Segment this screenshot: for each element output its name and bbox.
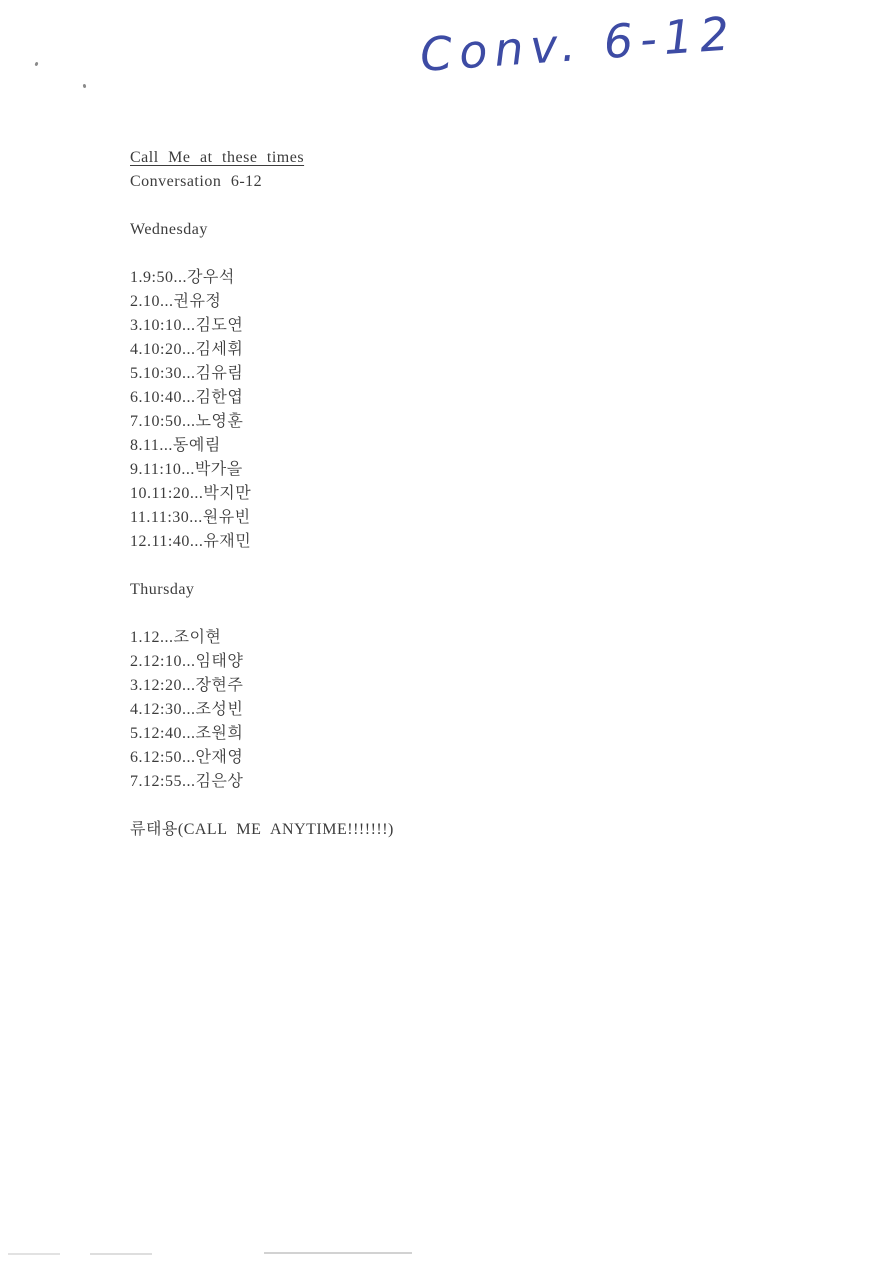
entry-list <box>130 626 610 794</box>
schedule-entry: 8.11...동예림 <box>130 437 221 454</box>
schedule-entry: 10.11:20...박지만 <box>130 485 252 502</box>
scan-speck <box>83 84 87 89</box>
schedule-entry: 7.12:55...김은상 <box>130 773 244 790</box>
schedule-entry: 2.10...권유정 <box>130 293 222 310</box>
schedule-entry: 1.12...조이현 <box>130 629 222 646</box>
scan-artifact <box>264 1252 412 1254</box>
schedule-section <box>130 218 610 554</box>
entry-list <box>130 266 610 554</box>
schedule-entry: 3.12:20...장현주 <box>130 677 244 694</box>
schedule-section <box>130 578 610 794</box>
schedule-entry: 4.10:20...김세휘 <box>130 341 244 358</box>
schedule-entry: 5.10:30...김유림 <box>130 365 244 382</box>
schedule-entry: 4.12:30...조성빈 <box>130 701 244 718</box>
schedule-entry: 7.10:50...노영훈 <box>130 413 244 430</box>
handwritten-note: Conv. 6-12 <box>418 6 738 82</box>
scan-artifact <box>8 1253 60 1255</box>
schedule-sections <box>130 218 610 794</box>
document-title: Call Me at these times <box>130 149 305 166</box>
document-subtitle: Conversation 6-12 <box>130 173 263 190</box>
schedule-entry: 6.12:50...안재영 <box>130 749 244 766</box>
day-heading: Wednesday <box>130 221 208 238</box>
schedule-entry: 6.10:40...김한엽 <box>130 389 244 406</box>
schedule-entry: 3.10:10...김도연 <box>130 317 244 334</box>
schedule-entry: 5.12:40...조원희 <box>130 725 244 742</box>
schedule-entry: 12.11:40...유재민 <box>130 533 252 550</box>
schedule-entry: 1.9:50...강우석 <box>130 269 235 286</box>
footer-note: 류태용(CALL ME ANYTIME!!!!!!!) <box>130 821 394 838</box>
schedule-entry: 11.11:30...원유빈 <box>130 509 251 526</box>
schedule-entry: 2.12:10...임태양 <box>130 653 244 670</box>
document-body <box>130 146 610 842</box>
scan-artifact <box>90 1253 152 1255</box>
day-heading: Thursday <box>130 581 195 598</box>
scan-speck <box>34 62 38 67</box>
schedule-entry: 9.11:10...박가을 <box>130 461 243 478</box>
